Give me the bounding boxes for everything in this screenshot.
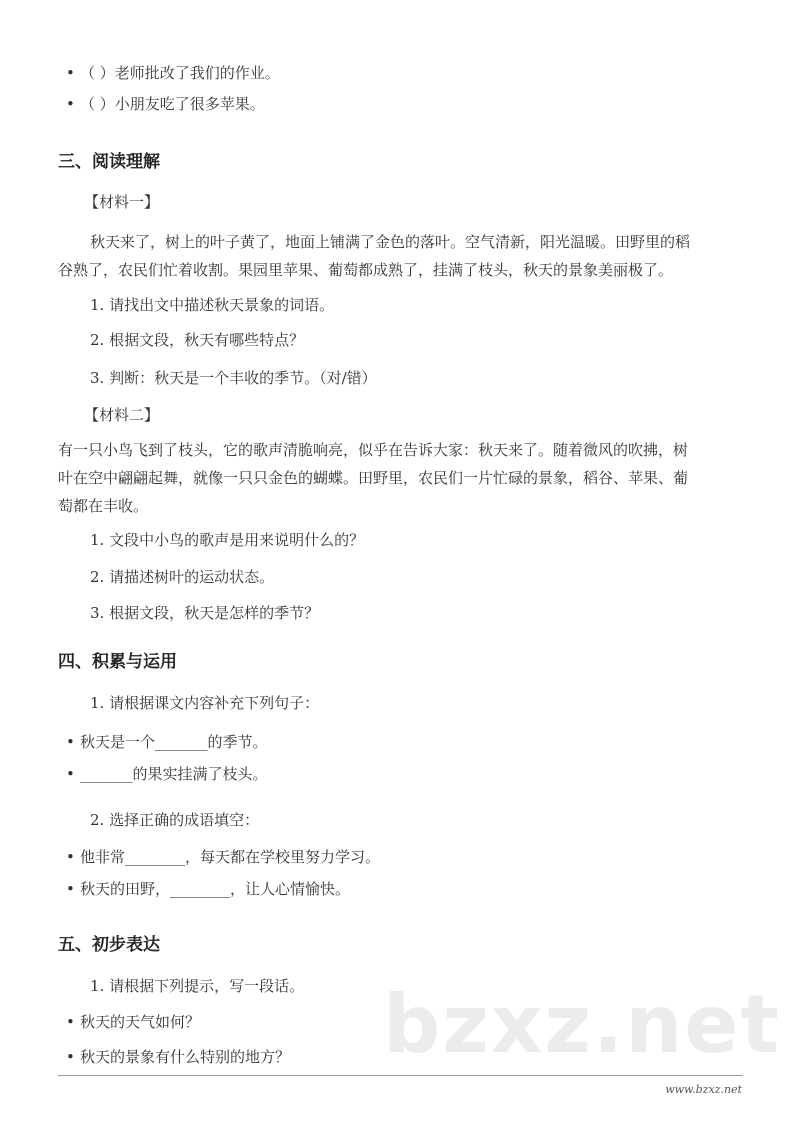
material-label: 【材料一】 — [84, 193, 160, 211]
question: 1. 请找出文中描述秋天景象的词语。 — [90, 296, 335, 314]
question: 1. 请根据下列提示，写一段话。 — [90, 977, 305, 995]
watermark: bzxz.net — [383, 978, 781, 1071]
question: 1. 文段中小鸟的歌声是用来说明什么的？ — [90, 531, 365, 549]
list-item: • 秋天的天气如何？ — [66, 1012, 200, 1032]
footer-url: www.bzxz.net — [665, 1083, 742, 1096]
question: 2. 选择正确的成语填空： — [90, 811, 260, 829]
footer-divider — [58, 1075, 743, 1076]
paragraph-line: 秋天来了，树上的叶子黄了，地面上铺满了金色的落叶。空气清新，阳光温暖。田野里的稻 — [90, 233, 691, 251]
question: 2. 根据文段，秋天有哪些特点？ — [90, 331, 305, 349]
question: 3. 根据文段，秋天是怎样的季节？ — [90, 604, 320, 622]
paragraph-line: 有一只小鸟飞到了枝头，它的歌声清脆响亮，似乎在告诉大家：秋天来了。随着微风的吹拂，树 — [58, 441, 689, 459]
question: 1. 请根据课文内容补充下列句子： — [90, 694, 320, 712]
section-heading: 四、积累与运用 — [58, 652, 177, 672]
question: 2. 请描述树叶的运动状态。 — [90, 568, 275, 586]
material-label: 【材料二】 — [84, 406, 160, 424]
list-item: • 秋天的田野，________，让人心情愉快。 — [66, 879, 350, 899]
list-item: • 秋天的景象有什么特别的地方？ — [66, 1047, 290, 1067]
paragraph-line: 萄都在丰收。 — [58, 497, 149, 515]
question: 3. 判断：秋天是一个丰收的季节。（对/错） — [90, 369, 377, 387]
list-item: • _______的果实挂满了枝头。 — [66, 764, 268, 784]
list-item: • 秋天是一个_______的季节。 — [66, 732, 268, 752]
list-item: • （ ）小朋友吃了很多苹果。 — [66, 94, 265, 114]
section-heading: 五、初步表达 — [58, 935, 160, 955]
paragraph-line: 谷熟了，农民们忙着收割。果园里苹果、葡萄都成熟了，挂满了枝头，秋天的景象美丽极了。 — [58, 261, 674, 279]
list-item: • （ ）老师批改了我们的作业。 — [66, 63, 280, 83]
paragraph-line: 叶在空中翩翩起舞，就像一只只金色的蝴蝶。田野里，农民们一片忙碌的景象，稻谷、苹果、葡 — [58, 469, 689, 487]
list-item: • 他非常________，每天都在学校里努力学习。 — [66, 847, 380, 867]
section-heading: 三、阅读理解 — [58, 152, 160, 172]
